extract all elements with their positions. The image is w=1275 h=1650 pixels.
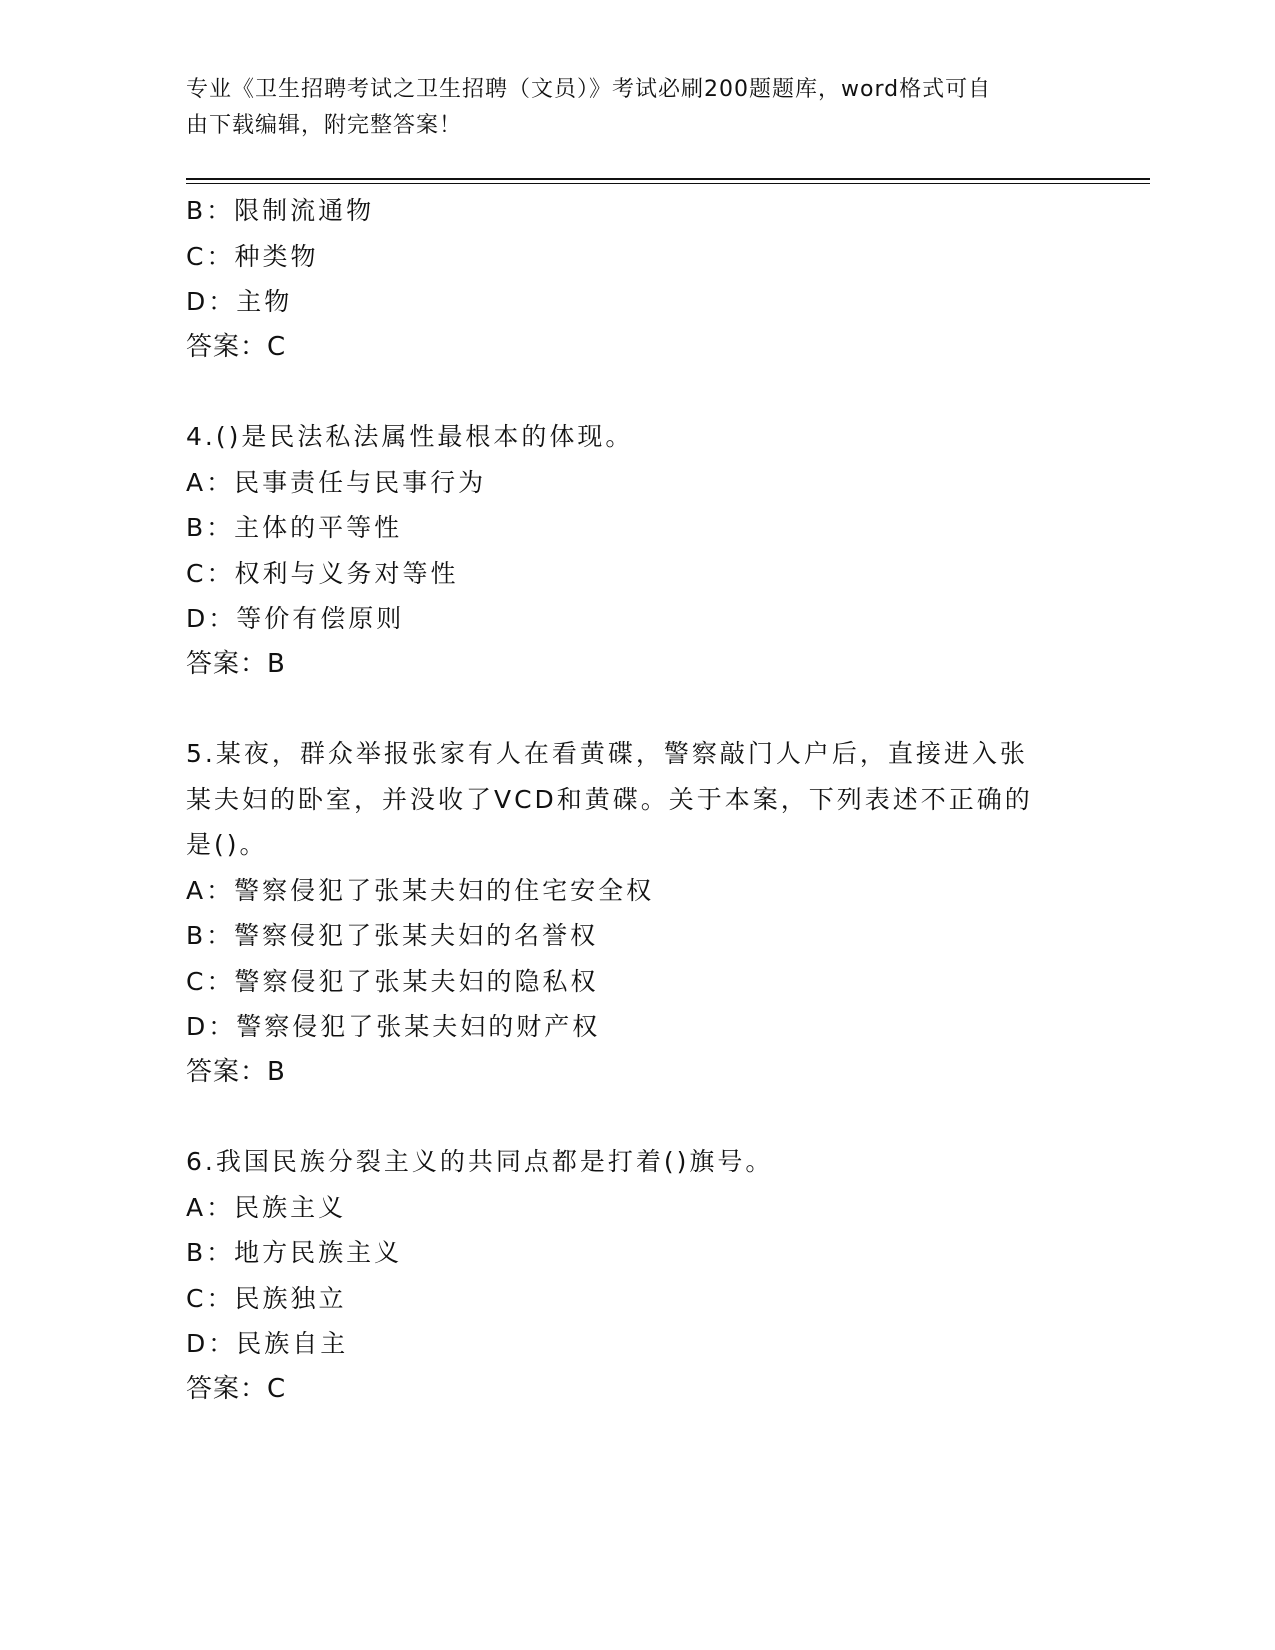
option-b: B：地方民族主义 [186, 1238, 403, 1267]
answer: 答案：B [186, 1056, 286, 1087]
option-d: D：警察侵犯了张某夫妇的财产权 [186, 1012, 601, 1041]
answer: 答案：C [186, 331, 287, 362]
option-b: B：警察侵犯了张某夫妇的名誉权 [186, 921, 599, 950]
question-4 [186, 414, 1066, 687]
question-stem: 5.某夜，群众举报张家有人在看黄碟，警察敲门人户后，直接进入张 [186, 739, 1028, 768]
option-a: A：民族主义 [186, 1192, 347, 1222]
question-list [186, 188, 1066, 1412]
option-b: B：主体的平等性 [186, 513, 403, 542]
option-b: B：限制流通物 [186, 196, 375, 225]
header-line-1: 专业《卫生招聘考试之卫生招聘（文员）》考试必刷200题题库，word格式可自 [186, 77, 992, 102]
option-c: C：警察侵犯了张某夫妇的隐私权 [186, 966, 599, 996]
question-stem: 某夫妇的卧室，并没收了VCD和黄碟。关于本案，下列表述不正确的 [186, 784, 1033, 814]
option-c: C：权利与义务对等性 [186, 558, 459, 588]
question-stem: 4.()是民法私法属性最根本的体现。 [186, 422, 634, 451]
question-stem: 是()。 [186, 830, 268, 859]
option-a: A：民事责任与民事行为 [186, 467, 487, 497]
answer: 答案：B [186, 648, 286, 679]
header-line-2: 由下载编辑，附完整答案！ [186, 113, 463, 138]
option-d: D：等价有偿原则 [186, 604, 405, 633]
header-rule-thin [186, 183, 1150, 184]
question-stem: 6.我国民族分裂主义的共同点都是打着()旗号。 [186, 1147, 774, 1176]
header-rule-thick [186, 178, 1150, 180]
option-a: A：警察侵犯了张某夫妇的住宅安全权 [186, 875, 655, 905]
option-d: D：民族自主 [186, 1329, 349, 1358]
option-c: C：民族独立 [186, 1283, 347, 1313]
answer: 答案：C [186, 1373, 287, 1404]
question-3-partial [186, 188, 1066, 370]
question-6 [186, 1139, 1066, 1412]
option-d: D：主物 [186, 287, 293, 316]
document-header [186, 72, 1066, 144]
question-5 [186, 731, 1066, 1095]
option-c: C：种类物 [186, 241, 319, 271]
